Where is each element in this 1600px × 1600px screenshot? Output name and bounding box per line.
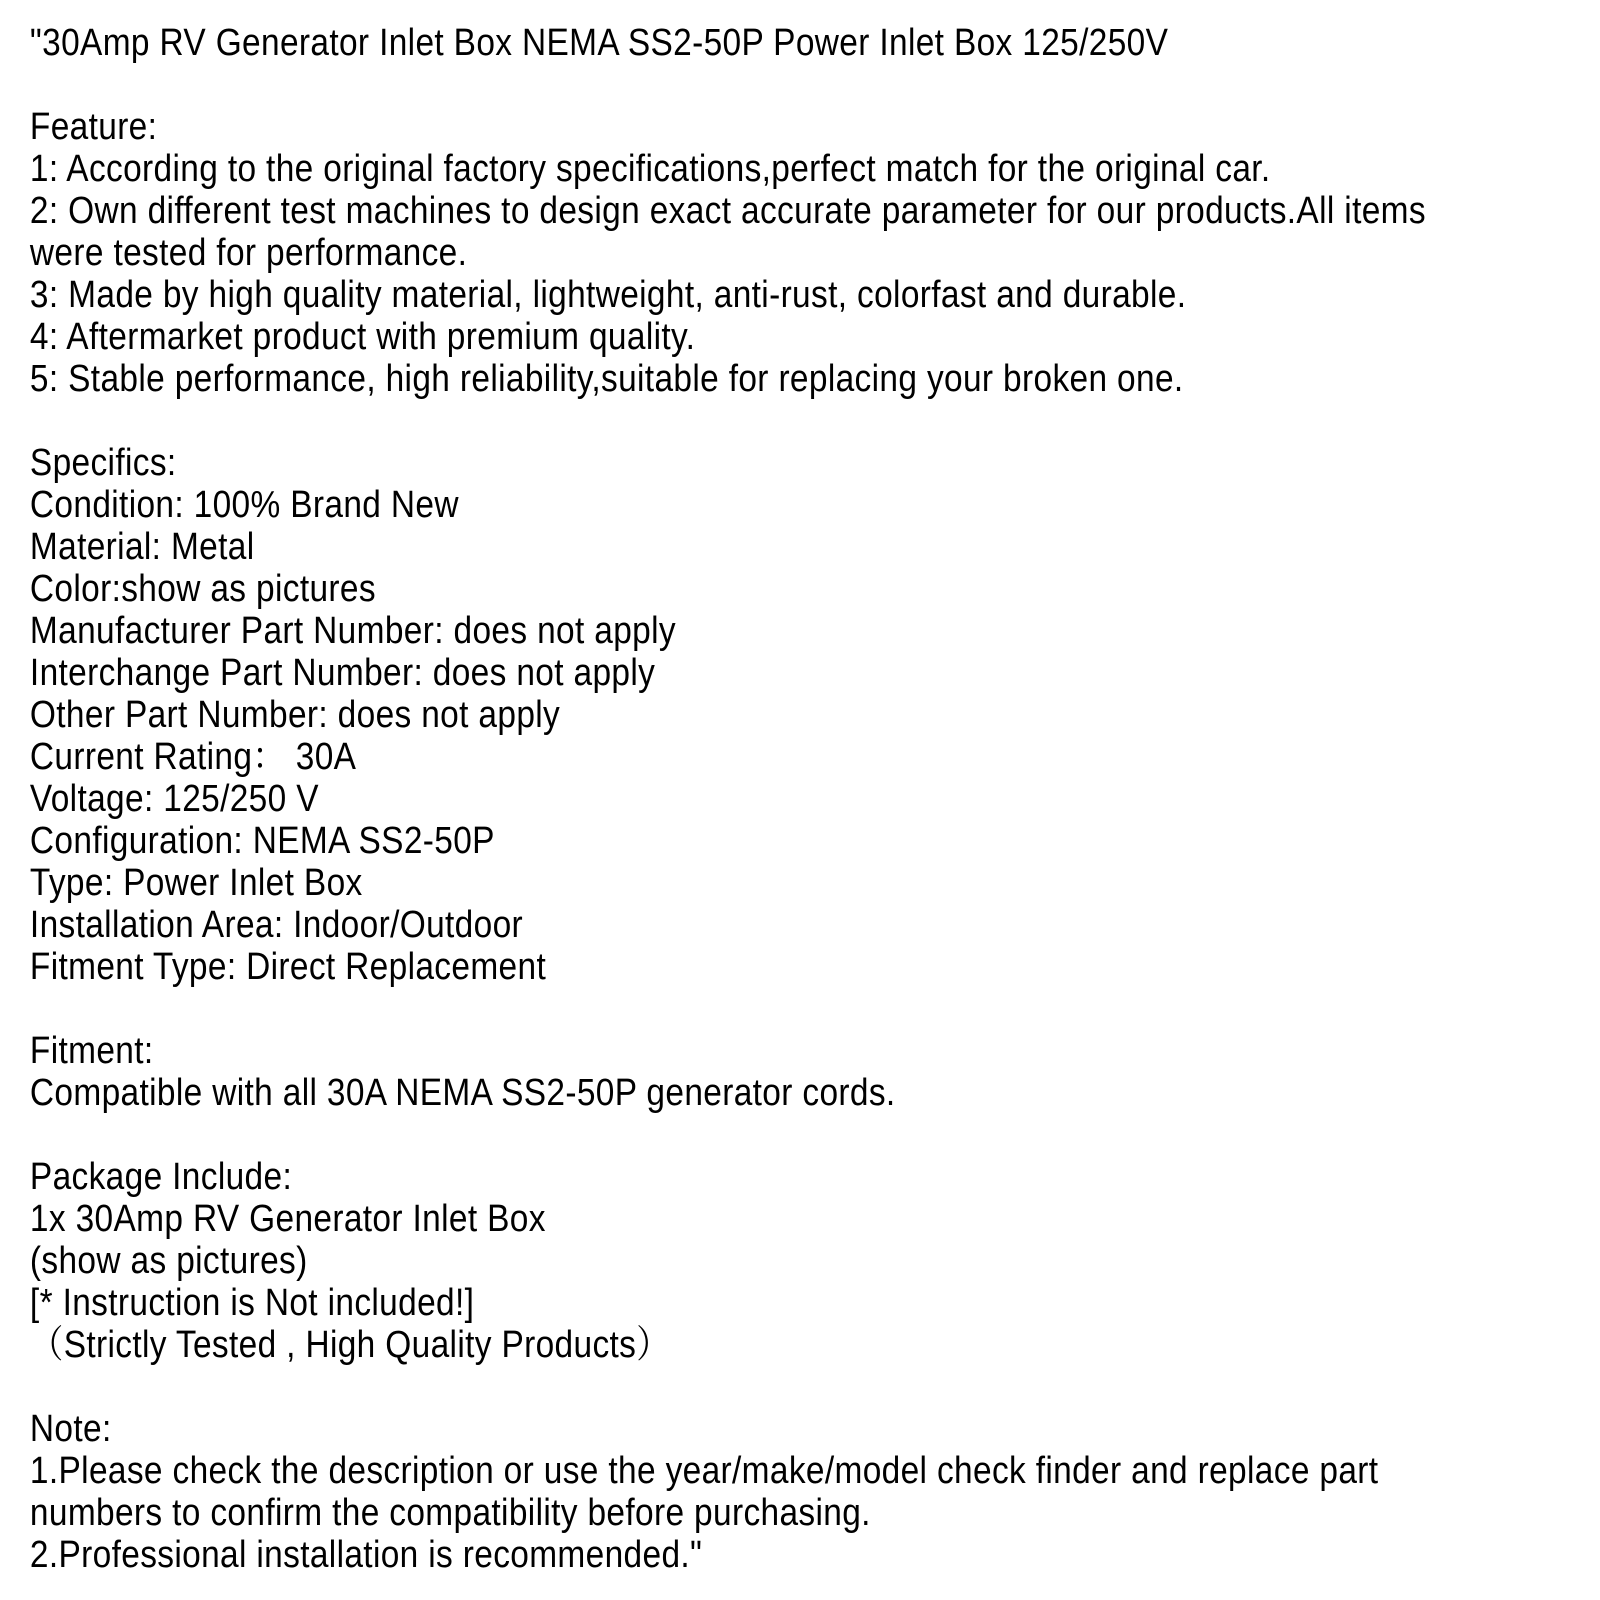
feature-line: were tested for performance. [29, 232, 468, 274]
specifics-line: Fitment Type: Direct Replacement [29, 946, 547, 988]
note-line: 1.Please check the description or use the year/make/model check finder and replace part [29, 1450, 1379, 1492]
specifics-line: Interchange Part Number: does not apply [29, 652, 656, 694]
fitment-heading: Fitment: [29, 1030, 154, 1072]
note-line: 2.Professional installation is recommended." [29, 1534, 703, 1576]
specifics-line: Current Rating： 30A [29, 736, 357, 778]
package-line: 1x 30Amp RV Generator Inlet Box [29, 1198, 546, 1240]
specifics-line: Installation Area: Indoor/Outdoor [29, 904, 524, 946]
package-section [30, 1156, 1600, 1366]
specifics-line: Type: Power Inlet Box [29, 862, 363, 904]
fitment-section [30, 1030, 1600, 1114]
feature-heading: Feature: [29, 106, 158, 148]
note-section [30, 1408, 1600, 1576]
package-line: [* Instruction is Not included!] [29, 1282, 475, 1324]
specifics-line: Condition: 100% Brand New [29, 484, 459, 526]
feature-line: 1: According to the original factory specifications,perfect match for the original car. [29, 148, 1271, 190]
specifics-line: Manufacturer Part Number: does not apply [29, 610, 676, 652]
specifics-line: Voltage: 125/250 V [29, 778, 319, 820]
feature-section [30, 106, 1600, 400]
note-heading: Note: [29, 1408, 112, 1450]
feature-line: 5: Stable performance, high reliability,suitable for replacing your broken one. [29, 358, 1184, 400]
specifics-line: Configuration: NEMA SS2-50P [29, 820, 495, 862]
specifics-line: Other Part Number: does not apply [29, 694, 561, 736]
product-title: "30Amp RV Generator Inlet Box NEMA SS2-50P Power Inlet Box 125/250V [29, 22, 1169, 64]
specifics-line: Color:show as pictures [29, 568, 376, 610]
specifics-section [30, 442, 1600, 988]
fitment-line: Compatible with all 30A NEMA SS2-50P generator cords. [29, 1072, 896, 1114]
specifics-heading: Specifics: [29, 442, 177, 484]
note-line: numbers to confirm the compatibility before purchasing. [29, 1492, 871, 1534]
package-line: (show as pictures) [29, 1240, 308, 1282]
package-heading: Package Include: [29, 1156, 293, 1198]
feature-line: 2: Own different test machines to design exact accurate parameter for our products.All items [29, 190, 1426, 232]
specifics-line: Material: Metal [29, 526, 255, 568]
feature-line: 3: Made by high quality material, lightweight, anti-rust, colorfast and durable. [29, 274, 1187, 316]
feature-line: 4: Aftermarket product with premium quality. [29, 316, 696, 358]
package-line: （Strictly Tested , High Quality Products） [29, 1324, 671, 1366]
